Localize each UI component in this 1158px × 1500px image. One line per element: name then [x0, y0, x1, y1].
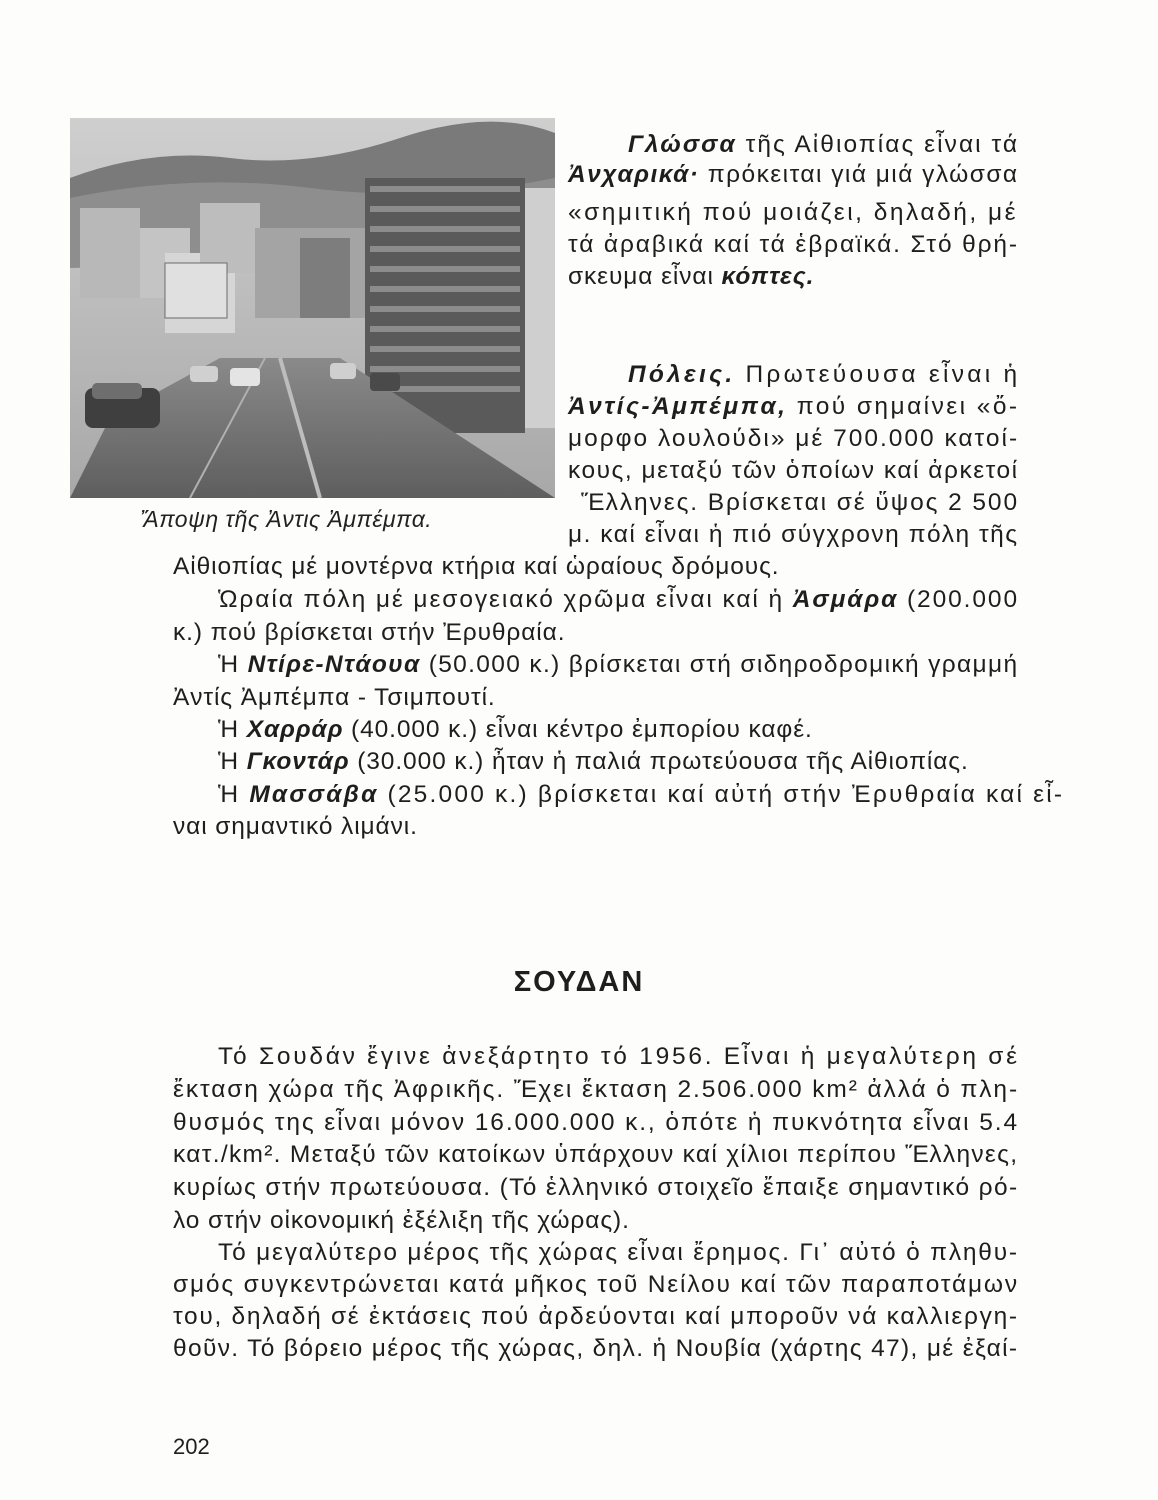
text-line — [173, 812, 418, 842]
text-line — [173, 1173, 1018, 1203]
text-line — [173, 618, 565, 648]
text-run: του, δηλαδή σέ ἐκτάσεις πού ἀρδεύονται καί μποροῦν νά καλλιεργη- — [173, 1303, 1019, 1330]
text-line — [568, 160, 1019, 190]
text-line — [628, 130, 1019, 160]
emphasized-term: Χαρράρ — [246, 716, 344, 743]
text-line — [173, 1075, 1019, 1105]
emphasized-term: Ἀσμάρα — [792, 586, 899, 613]
text-run: πού σημαίνει «ὄ- — [787, 393, 1020, 420]
emphasized-term: Ἀνχαρικά· — [568, 161, 700, 188]
text-line — [173, 1334, 1018, 1364]
text-line — [173, 1108, 1019, 1138]
text-run: Ὡραία πόλη μέ μεσογειακό χρῶμα εἶναι καί ἡ — [218, 586, 793, 613]
text-line — [568, 262, 814, 292]
text-line — [218, 1042, 1020, 1072]
text-line — [628, 360, 1020, 390]
text-line — [568, 230, 1019, 260]
text-run: κατ./km². Μεταξύ τῶν κατοίκων ὑπάρχουν καί χίλιοι περίπου Ἕλληνες, — [173, 1141, 1019, 1168]
text-run: (25.000 κ.) βρίσκεται καί αὐτή στήν Ἐρυθραία καί εἶ- — [378, 781, 1065, 808]
city-photo — [70, 118, 555, 498]
text-run: Ἡ — [218, 781, 250, 808]
text-line — [173, 1302, 1019, 1332]
text-run: Αἰθιοπίας μέ μοντέρνα κτήρια καί ὡραίους δρόμους. — [173, 553, 780, 580]
section-heading-sudan: ΣΟΥΔΑΝ — [513, 966, 645, 998]
text-run: κ.) πού βρίσκεται στήν Ἐρυθραία. — [173, 619, 566, 646]
emphasized-term: κόπτες. — [721, 263, 815, 290]
text-line — [568, 456, 1019, 486]
text-run: (30.000 κ.) ἦταν ἡ παλιά πρωτεύουσα τῆς Αἰθιοπίας. — [349, 748, 969, 775]
text-line — [568, 520, 1019, 550]
text-run: μ. καί εἶναι ἡ πιό σύγχρονη πόλη τῆς — [568, 521, 1019, 548]
text-run: σκευμα εἶναι — [568, 263, 722, 290]
photo-caption: Ἄποψη τῆς Ἀντις Ἀμπέμπα. — [140, 506, 433, 532]
text-run: ναι σημαντικό λιμάνι. — [173, 813, 418, 840]
text-run: ἔκταση χώρα τῆς Ἀφρικῆς. Ἔχει ἔκταση 2.506.000 km² ἀλλά ὁ πλη- — [173, 1076, 1019, 1103]
text-line — [218, 747, 969, 777]
text-run: τά ἀραβικά καί τά ἑβραϊκά. Στό θρή- — [568, 231, 1019, 258]
text-run: θυσμός της εἶναι μόνον 16.000.000 κ., ὁπότε ἡ πυκνότητα εἶναι 5.4 — [173, 1109, 1019, 1136]
text-run: λο στήν οἰκονομική ἐξέλιξη τῆς χώρας). — [173, 1207, 630, 1234]
text-run: «σημιτική πού μοιάζει, δηλαδή, μέ — [568, 199, 1018, 226]
text-run: Τό Σουδάν ἔγινε ἀνεξάρτητο τό 1956. Εἶναι ἡ μεγαλύτερη σέ — [218, 1043, 1020, 1070]
text-run: κους, μεταξύ τῶν ὁποίων καί ἀρκετοί — [568, 457, 1019, 484]
text-line — [568, 392, 1020, 422]
text-line — [173, 1140, 1018, 1170]
text-run: μορφο λουλούδι» μέ 700.000 κατοί- — [568, 425, 1020, 452]
text-run: Ἕλληνες. Βρίσκεται σέ ὕψος 2 500 — [581, 489, 1020, 516]
text-line — [568, 424, 1019, 454]
text-line — [218, 715, 813, 745]
text-line — [218, 650, 1018, 680]
text-line — [218, 585, 1019, 615]
text-run: σμός συγκεντρώνεται κατά μῆκος τοῦ Νείλου καί τῶν παραποτάμων — [173, 1271, 1019, 1298]
text-run: κυρίως στήν πρωτεύουσα. (Τό ἑλληνικό στοιχεῖο ἔπαιξε σημαντικό ρό- — [173, 1174, 1019, 1201]
emphasized-term: Πόλεις. — [628, 361, 736, 388]
text-run: Ἡ — [218, 748, 247, 775]
text-line — [218, 780, 1064, 810]
text-line — [173, 1270, 1019, 1300]
text-run: Πρωτεύουσα εἶναι ἡ — [735, 361, 1021, 388]
text-run: (50.000 κ.) βρίσκεται στή σιδηροδρομική γραμμή — [420, 651, 1019, 678]
page-number: 202 — [173, 1434, 210, 1459]
emphasized-term: Μασσάβα — [249, 781, 379, 808]
text-run: Ἡ — [218, 651, 248, 678]
emphasized-term: Γκοντάρ — [246, 748, 350, 775]
text-line — [568, 198, 1018, 228]
text-run: (200.000 — [898, 586, 1020, 613]
photo-illustration — [70, 118, 555, 498]
text-line — [173, 1206, 630, 1236]
text-line — [173, 683, 496, 713]
text-run: τῆς Αἰθιοπίας εἶναι τά — [736, 131, 1020, 158]
text-run: Ἀντίς Ἀμπέμπα - Τσιμπουτί. — [173, 684, 496, 711]
emphasized-term: Ἀντίς-Ἀμπέμπα, — [568, 393, 788, 420]
text-run: Ἡ — [218, 716, 247, 743]
text-line — [173, 552, 780, 582]
emphasized-term: Ντίρε-Ντάουα — [247, 651, 421, 678]
text-run: (40.000 κ.) εἶναι κέντρο ἐμπορίου καφέ. — [343, 716, 813, 743]
text-run: θοῦν. Τό βόρειο μέρος τῆς χώρας, δηλ. ἡ Νουβία (χάρτης 47), μέ ἐξαί- — [173, 1335, 1019, 1362]
text-run: πρόκειται γιά μιά γλώσσα — [699, 161, 1019, 188]
text-line — [218, 1238, 1019, 1268]
emphasized-term: Γλώσσα — [628, 131, 737, 158]
text-line — [581, 488, 1019, 518]
text-run: Τό μεγαλύτερο μέρος τῆς χώρας εἶναι ἔρημος. Γι᾽ αὐτό ὁ πληθυ- — [218, 1239, 1019, 1266]
